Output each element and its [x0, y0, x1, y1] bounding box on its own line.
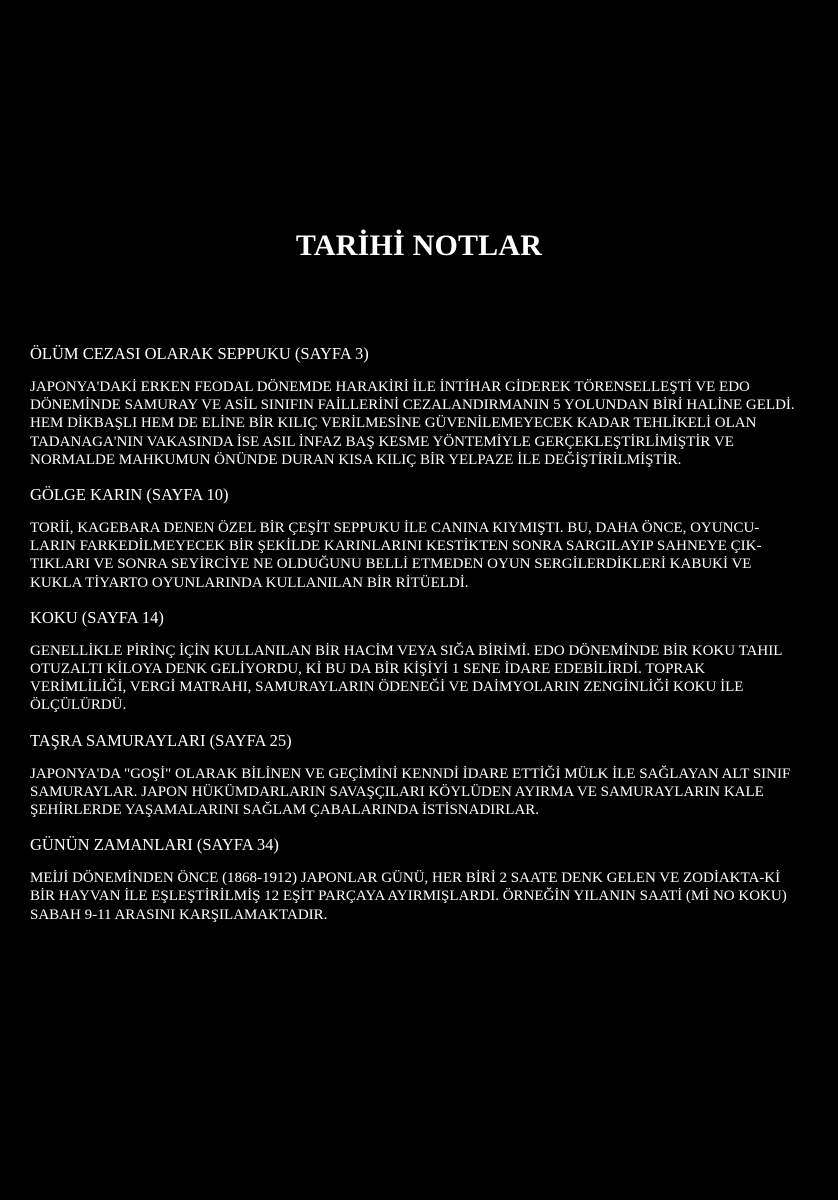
note-section-seppuku [30, 342, 802, 469]
note-section-gunun-zamanlari [30, 833, 802, 924]
section-heading: GÖLGE KARIN (SAYFA 10) [30, 485, 229, 505]
note-section-tasra-samuraylari [30, 729, 802, 820]
note-section-golge-karin [30, 483, 802, 592]
section-body: MEİJİ DÖNEMİNDEN ÖNCE (1868-1912) JAPONLAR GÜNÜ, HER BİRİ 2 SAATE DENK GELEN VE ZODİAKTA-Kİ BİR HAYVAN İLE EŞLEŞTİRİLMİŞ 12 EŞİT PARÇAYA AYIRMIŞLARDI. ÖRNEĞİN YILANIN SAATİ (Mİ NO KOKU) SABAH 9-11 ARASINI KARŞILAMAKTADIR. [30, 870, 787, 923]
section-heading: TAŞRA SAMURAYLARI (SAYFA 25) [30, 730, 292, 750]
notes-content [30, 342, 802, 938]
section-body: TORİİ, KAGEBARA DENEN ÖZEL BİR ÇEŞİT SEPPUKU İLE CANINA KIYMIŞTI. BU, DAHA ÖNCE, OYUNCU-LARIN FARKEDİLMEYECEK BİR ŞEKİLDE KARINLARINI KESTİKTEN SONRA SARGILAYIP SAHNEYE ÇIK-TIKLARI VE SONRA SEYİRCİYE NE OLDUĞUNU BELLİ ETMEDEN OYUN SERGİLERDİKLERİ KABUKİ VE KUKLA TİYARTO OYUNLARINDA KULLANILAN BİR RİTÜELDİ. [30, 520, 762, 591]
page-title: TARİHİ NOTLAR [295, 229, 543, 262]
section-heading: ÖLÜM CEZASI OLARAK SEPPUKU (SAYFA 3) [30, 344, 369, 363]
note-section-koku [30, 606, 802, 715]
section-body: GENELLİKLE PİRİNÇ İÇİN KULLANILAN BİR HACİM VEYA SIĞA BİRİMİ. EDO DÖNEMİNDE BİR KOKU TAHIL OTUZALTI KİLOYA DENK GELİYORDU, Kİ BU DA BİR KİŞİYİ 1 SENE İDARE EDEBİLİRDİ. TOPRAK VERİMLİLİĞİ, VERGİ MATRAHI, SAMURAYLARIN ÖDENEĞİ VE DAİMYOLARIN ZENGİNLİĞİ KOKU İLE ÖLÇÜLÜRDÜ. [30, 642, 782, 714]
section-heading: KOKU (SAYFA 14) [30, 607, 164, 627]
section-heading: GÜNÜN ZAMANLARI (SAYFA 34) [30, 835, 279, 855]
section-body: JAPONYA'DA "GOŞİ" OLARAK BİLİNEN VE GEÇİMİNİ KENNDİ İDARE ETTİĞİ MÜLK İLE SAĞLAYAN ALT SINIF SAMURAYLAR. JAPON HÜKÜMDARLARIN SAVAŞÇILARI KÖYLÜDEN AYIRMA VE SAMURAYLARIN KALE ŞEHİRLERDE YAŞAMALARINI SAĞLAM ÇABALARINDA İSTİSNADIRLAR. [30, 765, 791, 819]
section-body: JAPONYA'DAKİ ERKEN FEODAL DÖNEMDE HARAKİRİ İLE İNTİHAR GİDEREK TÖRENSELLEŞTİ VE EDO DÖNEMİNDE SAMURAY VE ASİL SINIFIN FAİLLERİNİ CEZALANDIRMANIN 5 YOLUNDAN BİRİ HALİNE GELDİ. HEM DİKBAŞLI HEM DE ELİNE BİR KILIÇ VERİLMESİNE GÜVENİLEMEYECEK KADAR TEHLİKELİ OLAN TADANAGA'NIN VAKASINDA İSE ASIL İNFAZ BAŞ KESME YÖNTEMİYLE GERÇEKLEŞTİRLİMİŞTİR VE NORMALDE MAHKUMUN ÖNÜNDE DURAN KISA KILIÇ BİR YELPAZE İLE DEĞİŞTİRİLMİŞTİR. [30, 379, 795, 468]
